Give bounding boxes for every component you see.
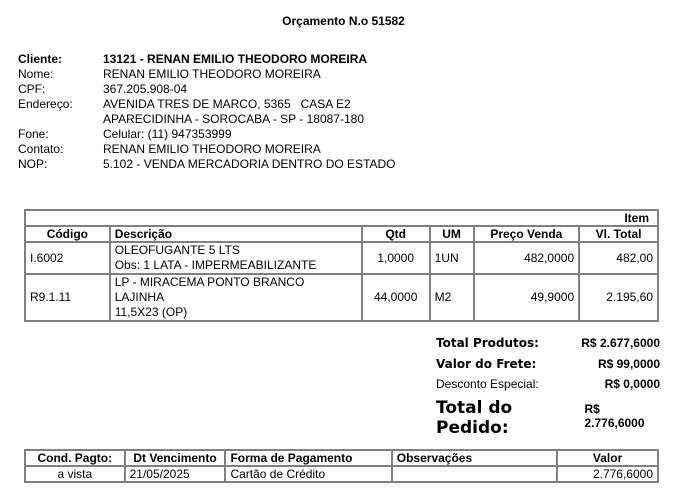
totals-pedido bbox=[436, 398, 660, 438]
table-row bbox=[25, 274, 658, 321]
cell-um: 1UN bbox=[430, 242, 474, 274]
cell-preco: 482,0000 bbox=[474, 242, 580, 274]
field-value: 367.205.908-04 bbox=[103, 82, 188, 96]
col-header-cond-pagto: Cond. Pagto: bbox=[25, 450, 125, 466]
payment-table bbox=[24, 449, 659, 483]
total-pedido-value: R$ 2.776,6000 bbox=[584, 402, 645, 430]
customer-row-nop bbox=[18, 157, 396, 172]
totals-frete bbox=[436, 357, 660, 371]
field-label bbox=[18, 112, 103, 127]
customer-row-contato bbox=[18, 142, 396, 157]
descricao-line: OLEOFUGANTE 5 LTS bbox=[114, 243, 240, 257]
cell-qtd: 1,0000 bbox=[362, 242, 430, 274]
col-header-descricao: Descrição bbox=[110, 226, 362, 242]
payment-header-row bbox=[25, 450, 658, 466]
frete-value: R$ 99,0000 bbox=[597, 357, 660, 371]
field-label: NOP: bbox=[18, 157, 48, 171]
cell-total: 482,00 bbox=[579, 242, 658, 274]
items-header-row bbox=[25, 226, 658, 242]
cell-total: 2.195,60 bbox=[579, 274, 658, 321]
col-header-preco: Preço Venda bbox=[474, 226, 580, 242]
document-title: Orçamento N.o 51582 bbox=[282, 14, 405, 28]
cell-um: M2 bbox=[430, 274, 474, 321]
frete-label: Valor do Frete: bbox=[436, 357, 537, 371]
customer-info bbox=[18, 52, 396, 172]
customer-row-endereco-2 bbox=[18, 112, 396, 127]
field-value: 13121 - RENAN EMILIO THEODORO MOREIRA bbox=[103, 52, 368, 66]
descricao-line: LP - MIRACEMA PONTO BRANCO LAJINHA bbox=[114, 275, 305, 304]
col-header-vencimento: Dt Vencimento bbox=[125, 450, 226, 466]
field-label: Endereço: bbox=[18, 97, 73, 111]
field-value: 5.102 - VENDA MERCADORIA DENTRO DO ESTADO bbox=[103, 157, 396, 171]
field-label: Contato: bbox=[18, 142, 64, 156]
cell-codigo: R9.1.11 bbox=[25, 274, 110, 321]
col-header-observacoes: Observações bbox=[392, 450, 557, 466]
customer-row-cliente bbox=[18, 52, 396, 67]
col-header-forma-pagamento: Forma de Pagamento bbox=[225, 450, 391, 466]
cell-vencimento: 21/05/2025 bbox=[125, 466, 226, 482]
field-label: Cliente: bbox=[18, 52, 63, 66]
cell-cond-pagto: a vista bbox=[25, 466, 125, 482]
customer-row-nome bbox=[18, 67, 396, 82]
descricao-line-2: 11,5X23 (OP) bbox=[114, 305, 188, 319]
field-value: Celular: (11) 947353999 bbox=[103, 127, 232, 141]
items-table bbox=[24, 209, 659, 322]
totals-produtos bbox=[436, 336, 660, 350]
descricao-obs: Obs: 1 LATA - IMPERMEABILIZANTE bbox=[114, 258, 317, 272]
desconto-value: R$ 0,0000 bbox=[604, 377, 660, 391]
customer-row-cpf bbox=[18, 82, 396, 97]
col-header-qtd: Qtd bbox=[362, 226, 430, 242]
col-header-um: UM bbox=[430, 226, 474, 242]
field-value: RENAN EMILIO THEODORO MOREIRA bbox=[103, 142, 321, 156]
col-header-codigo: Código bbox=[25, 226, 110, 242]
field-label: Nome: bbox=[18, 67, 54, 81]
desconto-label: Desconto Especial: bbox=[436, 377, 539, 391]
cell-qtd: 44,0000 bbox=[362, 274, 430, 321]
customer-row-fone bbox=[18, 127, 396, 142]
cell-codigo: I.6002 bbox=[25, 242, 110, 274]
customer-row-endereco bbox=[18, 97, 396, 112]
field-value: AVENIDA TRES DE MARCO, 5365 CASA E2 bbox=[103, 97, 351, 111]
table-row bbox=[25, 242, 658, 274]
cell-preco: 49,9000 bbox=[474, 274, 580, 321]
field-value: APARECIDINHA - SOROCABA - SP - 18087-180 bbox=[103, 112, 364, 126]
cell-forma-pagamento: Cartão de Crédito bbox=[225, 466, 391, 482]
field-value: RENAN EMILIO THEODORO MOREIRA bbox=[103, 67, 321, 81]
cell-descricao bbox=[110, 274, 362, 321]
items-section-title: Item bbox=[25, 210, 658, 226]
total-pedido-label: Total do Pedido: bbox=[436, 398, 513, 438]
table-row bbox=[25, 466, 658, 482]
field-label: Fone: bbox=[18, 127, 49, 141]
cell-valor: 2.776,6000 bbox=[557, 466, 658, 482]
col-header-valor: Valor bbox=[557, 450, 658, 466]
col-header-total: Vl. Total bbox=[579, 226, 658, 242]
total-produtos-label: Total Produtos: bbox=[436, 336, 539, 350]
cell-observacoes bbox=[392, 466, 557, 482]
totals-desconto bbox=[436, 377, 660, 391]
field-label: CPF: bbox=[18, 82, 46, 96]
cell-descricao bbox=[110, 242, 362, 274]
total-produtos-value: R$ 2.677,6000 bbox=[581, 336, 660, 350]
